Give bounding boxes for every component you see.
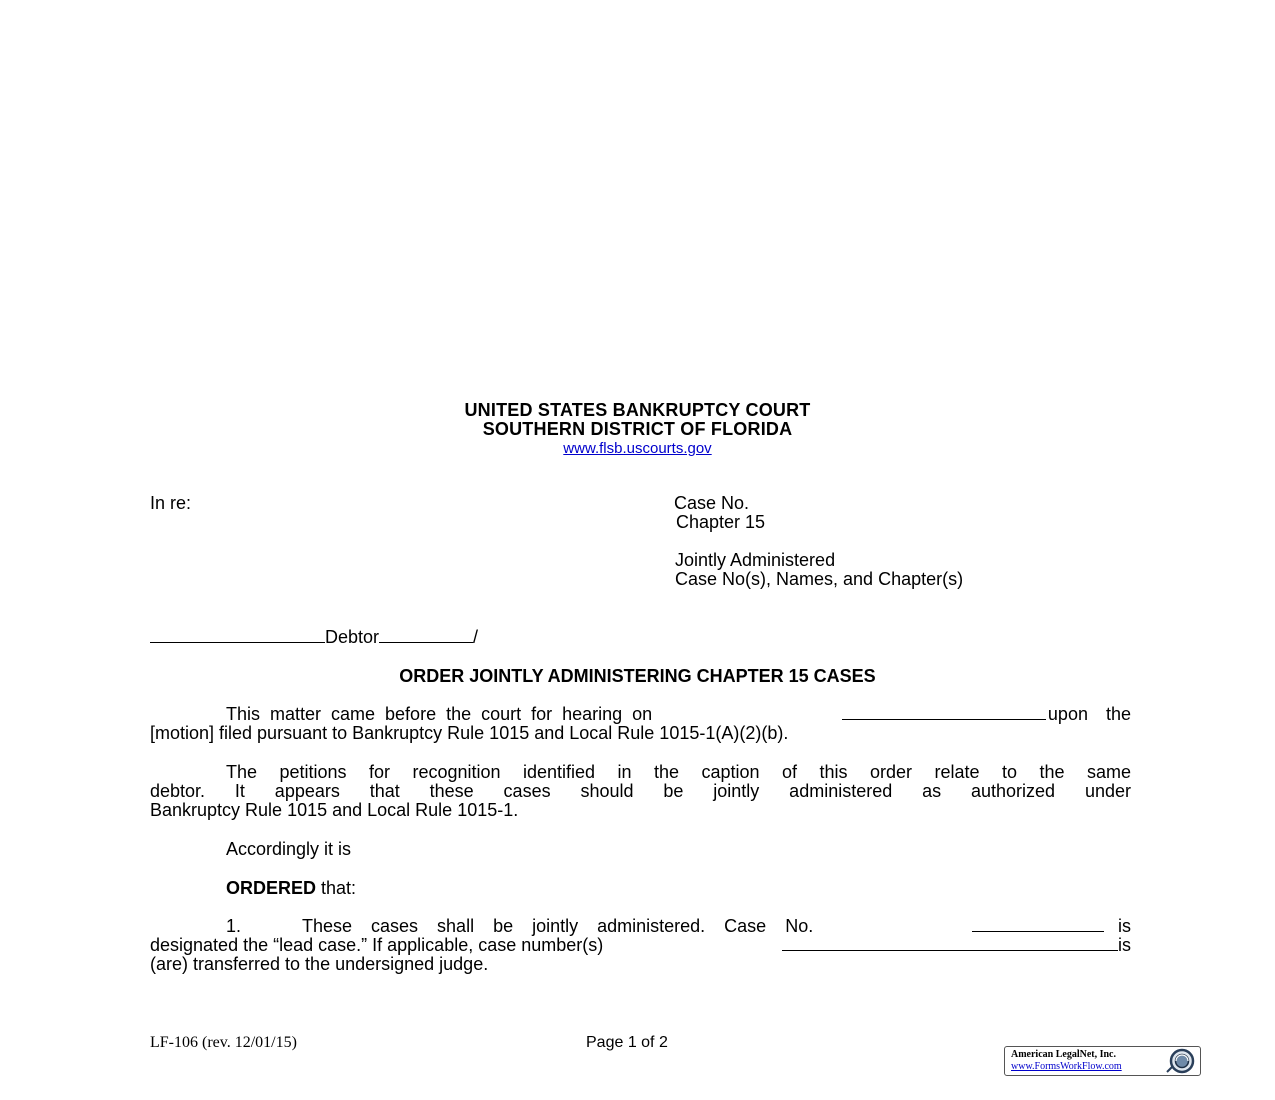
debtor-blank-right [379,628,473,643]
item-1-number: 1. [226,916,242,936]
paragraph-2-line-3: Bankruptcy Rule 1015 and Local Rule 1015-1. [150,800,519,820]
court-name: UNITED STATES BANKRUPTCY COURT [464,400,811,420]
ordered-label: ORDERED [226,878,317,898]
jointly-administered-label: Jointly Administered [675,550,836,570]
debtor-slash: / [473,627,479,647]
case-no-label: Case No. [674,493,750,513]
item-1-line-2-text: designated the “lead case.” If applicable, case number(s) [150,935,604,955]
page-number: Page 1 of 2 [586,1034,668,1051]
ordered-rest: that: [316,878,357,898]
badge-company: American LegalNet, Inc. [1011,1049,1116,1060]
transferred-case-numbers-blank[interactable] [782,936,1118,951]
in-re-label: In re: [150,493,192,513]
item-1-is: is [1118,916,1131,936]
order-title: ORDER JOINTLY ADMINISTERING CHAPTER 15 CASES [399,666,876,686]
lead-case-number-blank[interactable] [972,917,1104,932]
paragraph-1-line-2: [motion] filed pursuant to Bankruptcy Rule 1015 and Local Rule 1015-1(A)(2)(b). [150,723,789,743]
paragraph-2-line-2: debtor. It appears that these cases should be jointly administered as authorized under [150,781,1131,801]
ordered-line [226,879,356,898]
p1-start-text: This matter came before the court for hearing on [226,704,653,724]
globe-logo-icon [1163,1048,1197,1074]
court-website-text[interactable]: www.flsb.uscourts.gov [563,440,712,457]
item-1-end [972,917,1131,936]
p1-end [842,705,1131,724]
debtor-label: Debtor [325,627,380,647]
item-1-text: These cases shall be jointly administered. Case No. [302,916,814,936]
p1-mid-text: upon the [1047,704,1131,724]
item-1-line-3: (are) transferred to the undersigned judge. [150,954,489,974]
accordingly-text: Accordingly it is [226,839,352,859]
paragraph-2-line-1: The petitions for recognition identified in the caption of this order relate to the same [226,762,1131,782]
item-1-line-1 [302,917,1131,936]
chapter-label: Chapter 15 [676,512,766,532]
item-1-line-2-end [782,936,1131,955]
form-id: LF-106 (rev. 12/01/15) [150,1034,297,1051]
case-nos-label: Case No(s), Names, and Chapter(s) [675,569,964,589]
badge-url[interactable]: www.FormsWorkFlow.com [1011,1061,1122,1072]
debtor-line [150,628,478,647]
district-name: SOUTHERN DISTRICT OF FLORIDA [482,419,793,439]
court-website-link[interactable] [0,438,1275,458]
hearing-date-blank[interactable] [842,705,1046,720]
paragraph-1-line-1 [226,705,1131,724]
item-1-line-2 [150,936,1131,955]
item-1-is-2: is [1118,935,1131,955]
legalnet-badge[interactable] [1004,1046,1201,1076]
